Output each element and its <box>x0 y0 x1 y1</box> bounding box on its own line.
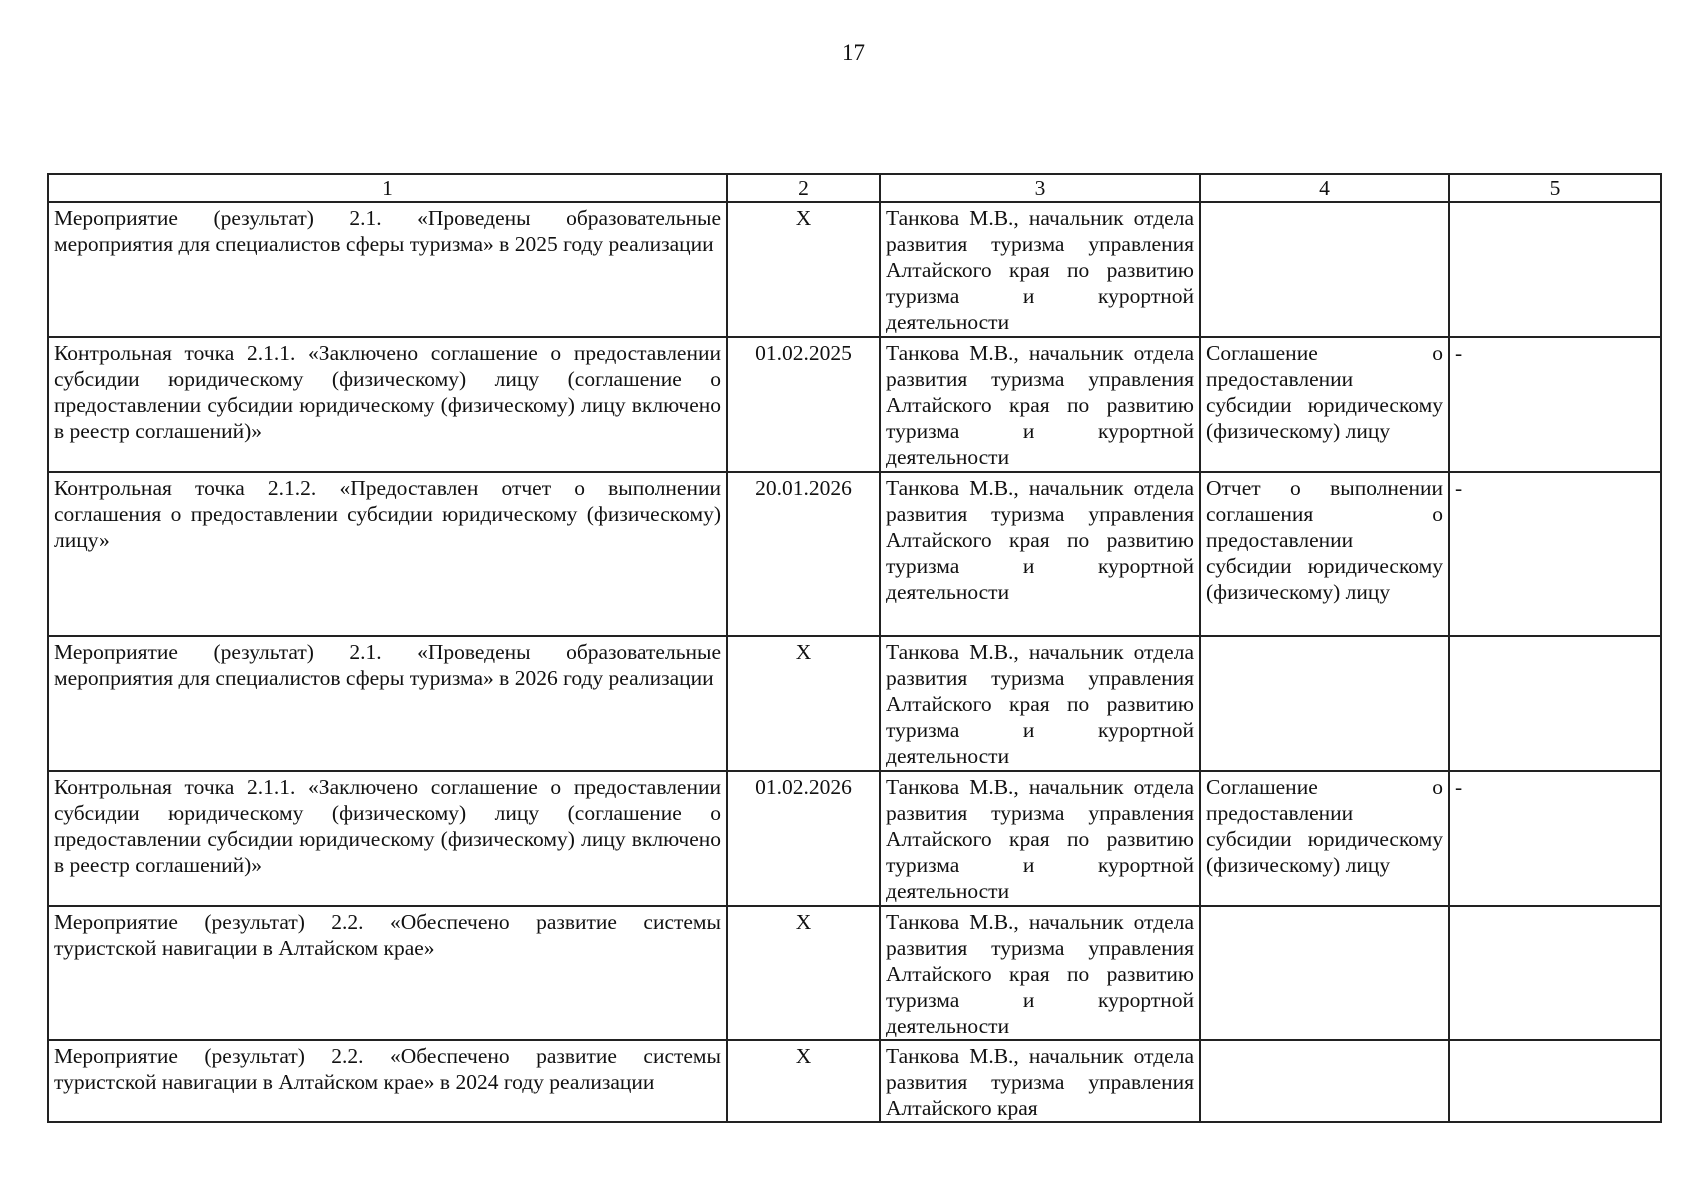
event-name-cell: Контрольная точка 2.1.1. «Заключено соглашение о предоставлении субсидии юридическому (физическому) лицу (соглашение о предоставлении субсидии юридическому (физическому) лицу включено в реестр соглашений)» <box>48 337 727 472</box>
date-cell: X <box>727 202 880 337</box>
plan-table <box>47 173 1662 1123</box>
responsible-cell: Танкова М.В., начальник отдела развития туризма управления Алтайского края по развитию туризма и курортной деятельности <box>880 636 1200 771</box>
page-number: 17 <box>842 40 865 65</box>
table-row <box>48 771 1661 906</box>
info-system-cell: - <box>1449 771 1661 906</box>
responsible-cell: Танкова М.В., начальник отдела развития туризма управления Алтайского края по развитию туризма и курортной деятельности <box>880 472 1200 636</box>
column-header: 2 <box>727 174 880 202</box>
responsible-cell: Танкова М.В., начальник отдела развития туризма управления Алтайского края по развитию туризма и курортной деятельности <box>880 771 1200 906</box>
event-name-cell: Мероприятие (результат) 2.2. «Обеспечено развитие системы туристской навигации в Алтайском крае» в 2024 году реализации <box>48 1040 727 1122</box>
document-cell: Соглашение о предоставлении субсидии юридическому (физическому) лицу <box>1200 337 1449 472</box>
table-row <box>48 636 1661 771</box>
responsible-cell: Танкова М.В., начальник отдела развития туризма управления Алтайского края по развитию туризма и курортной деятельности <box>880 906 1200 1040</box>
document-cell <box>1200 202 1449 337</box>
event-name-cell: Контрольная точка 2.1.1. «Заключено соглашение о предоставлении субсидии юридическому (физическому) лицу (соглашение о предоставлении субсидии юридическому (физическому) лицу включено в реестр соглашений)» <box>48 771 727 906</box>
document-cell: Отчет о выполнении соглашения о предоставлении субсидии юридическому (физическому) лицу <box>1200 472 1449 636</box>
table-row <box>48 1040 1661 1122</box>
date-cell: 01.02.2025 <box>727 337 880 472</box>
date-cell: 01.02.2026 <box>727 771 880 906</box>
info-system-cell <box>1449 202 1661 337</box>
info-system-cell: - <box>1449 337 1661 472</box>
document-cell: Соглашение о предоставлении субсидии юридическому (физическому) лицу <box>1200 771 1449 906</box>
document-cell <box>1200 1040 1449 1122</box>
date-cell: X <box>727 906 880 1040</box>
event-name-cell: Контрольная точка 2.1.2. «Предоставлен отчет о выполнении соглашения о предоставлении субсидии юридическому (физическому) лицу» <box>48 472 727 636</box>
column-header: 3 <box>880 174 1200 202</box>
info-system-cell <box>1449 1040 1661 1122</box>
event-name-cell: Мероприятие (результат) 2.1. «Проведены образовательные мероприятия для специалистов сферы туризма» в 2026 году реализации <box>48 636 727 771</box>
table-header-row <box>48 174 1661 202</box>
responsible-cell: Танкова М.В., начальник отдела развития туризма управления Алтайского края <box>880 1040 1200 1122</box>
column-header: 4 <box>1200 174 1449 202</box>
date-cell: 20.01.2026 <box>727 472 880 636</box>
info-system-cell <box>1449 906 1661 1040</box>
event-name-cell: Мероприятие (результат) 2.2. «Обеспечено развитие системы туристской навигации в Алтайском крае» <box>48 906 727 1040</box>
info-system-cell <box>1449 636 1661 771</box>
event-name-cell: Мероприятие (результат) 2.1. «Проведены образовательные мероприятия для специалистов сферы туризма» в 2025 году реализации <box>48 202 727 337</box>
document-cell <box>1200 906 1449 1040</box>
column-header: 5 <box>1449 174 1661 202</box>
document-cell <box>1200 636 1449 771</box>
responsible-cell: Танкова М.В., начальник отдела развития туризма управления Алтайского края по развитию туризма и курортной деятельности <box>880 202 1200 337</box>
table-row <box>48 472 1661 636</box>
date-cell: X <box>727 636 880 771</box>
column-header: 1 <box>48 174 727 202</box>
info-system-cell: - <box>1449 472 1661 636</box>
date-cell: X <box>727 1040 880 1122</box>
table-row <box>48 906 1661 1040</box>
table-row <box>48 202 1661 337</box>
table-row <box>48 337 1661 472</box>
responsible-cell: Танкова М.В., начальник отдела развития туризма управления Алтайского края по развитию туризма и курортной деятельности <box>880 337 1200 472</box>
